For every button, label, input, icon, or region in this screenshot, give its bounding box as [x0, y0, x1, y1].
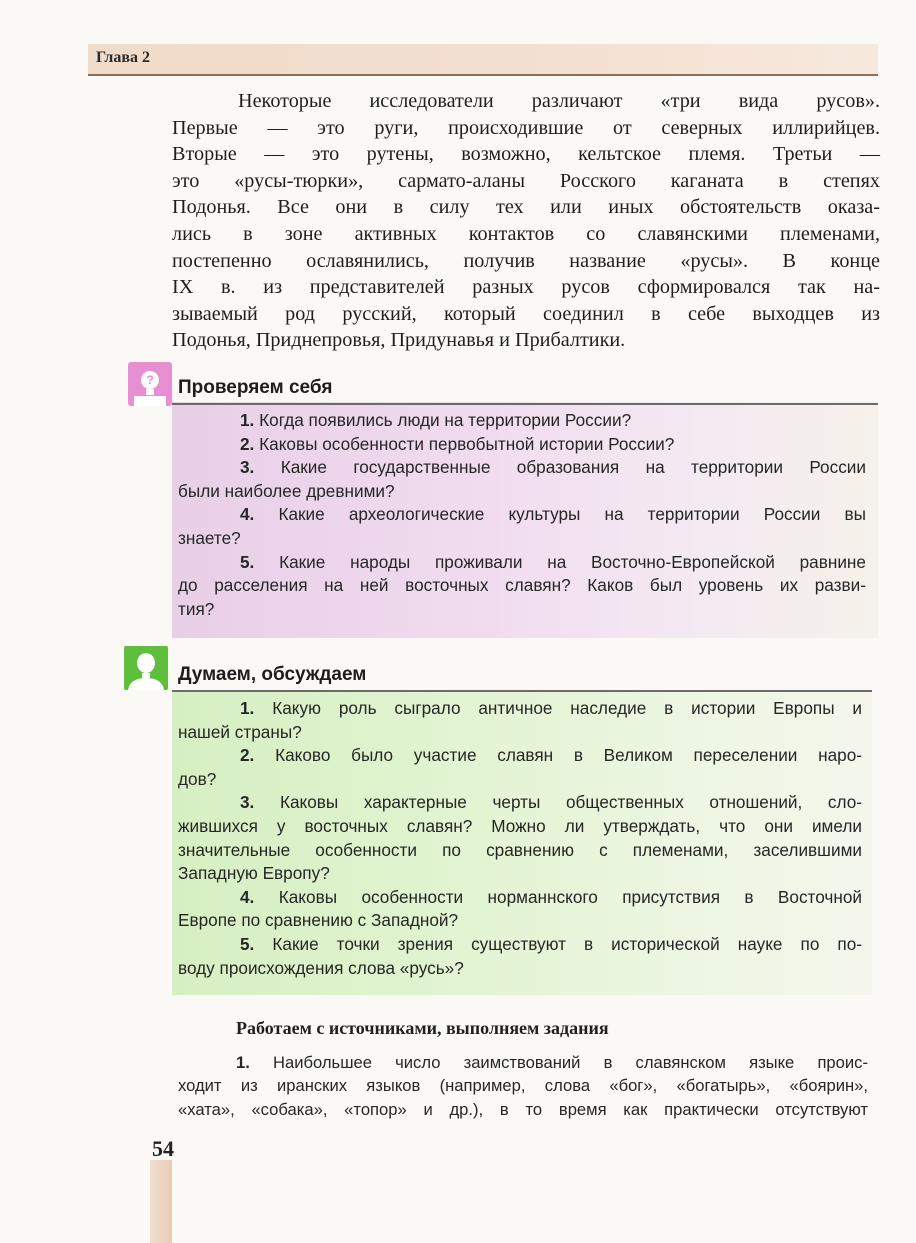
text-line: Подонья, Приднепровья, Придунавья и Прибалтики.: [172, 329, 626, 352]
section-title-check: Проверяем себя: [178, 377, 333, 398]
question-item: 5. Какие народы проживали на Восточно-Европейской равнине до расселения на ней восточных славян? Каков был уровень их разви- тия?: [178, 551, 866, 619]
question-item: 1. Какую роль сыграло античное наследие в истории Европы и нашей страны?: [178, 698, 862, 742]
question-item: 2. Каковы особенности первобытной истории России?: [240, 433, 675, 454]
section-rule: [172, 403, 878, 405]
section-rule: [172, 690, 872, 692]
chapter-header: [88, 44, 878, 76]
question-item: 3. Каковы характерные черты общественных отношений, сло- жившихся у восточных славян? Можно ли утверждать, что они имели значительные особенности по сравнению с племенами, заселившими Западную Европу?: [178, 792, 863, 884]
discuss-questions: [178, 697, 862, 980]
question-head-icon: [128, 362, 172, 406]
text-line: Подонья. Все они в силу тех или иных обстоятельств оказа-: [172, 196, 880, 219]
question-item: 3. Какие государственные образования на территории России были наиболее древними?: [178, 457, 866, 501]
text-line: зываемый род русский, который соединил в себе выходцев из: [172, 302, 880, 325]
svg-text:?: ?: [146, 373, 154, 387]
question-item: 5. Какие точки зрения существуют в исторической науке по по- воду происхождения слова «русь»?: [178, 933, 863, 978]
person-icon: [124, 646, 168, 690]
question-item: 4. Каковы особенности норманнского присутствия в Восточной Европе по сравнению с Западной?: [178, 886, 863, 931]
check-questions: [178, 409, 866, 621]
question-item: 1. Когда появились люди на территории России?: [240, 410, 632, 430]
text-line: постепенно ославянились, получив название «русы». В конце: [172, 249, 880, 272]
intro-paragraph: [172, 88, 880, 354]
question-item: 2. Каково было участие славян в Великом переселении наро- дов?: [178, 745, 863, 789]
text-line: лись в зоне активных контактов со славянскими племенами,: [172, 222, 880, 245]
text-line: Вторые — это рутены, возможно, кельтское племя. Третьи —: [172, 143, 880, 166]
text-line: Первые — это руги, происходившие от северных иллирийцев.: [172, 116, 880, 139]
work-task-text: 1. Наибольшее число заимствований в славянском языке проис- ходит из иранских языков (например, слова «бог», «богатырь», «боярин», «хата», «собака», «топор» и др.), в то время как практически отсутствуют: [178, 1053, 868, 1119]
question-item: 4. Какие археологические культуры на территории России вы знаете?: [178, 504, 867, 548]
section-title-discuss: Думаем, обсуждаем: [178, 664, 367, 685]
text-line: Некоторые исследователи различают «три вида русов».: [238, 90, 880, 112]
work-section-title: Работаем с источниками, выполняем задания: [236, 1018, 609, 1038]
page-number: 54: [152, 1136, 174, 1161]
text-line: это «русы-тюрки», сармато-аланы Росского каганата в степях: [172, 169, 880, 192]
text-line: IX в. из представителей разных русов сформировался так на-: [172, 276, 880, 299]
page-edge-strip: [150, 1160, 172, 1243]
chapter-label: Глава 2: [96, 49, 150, 66]
